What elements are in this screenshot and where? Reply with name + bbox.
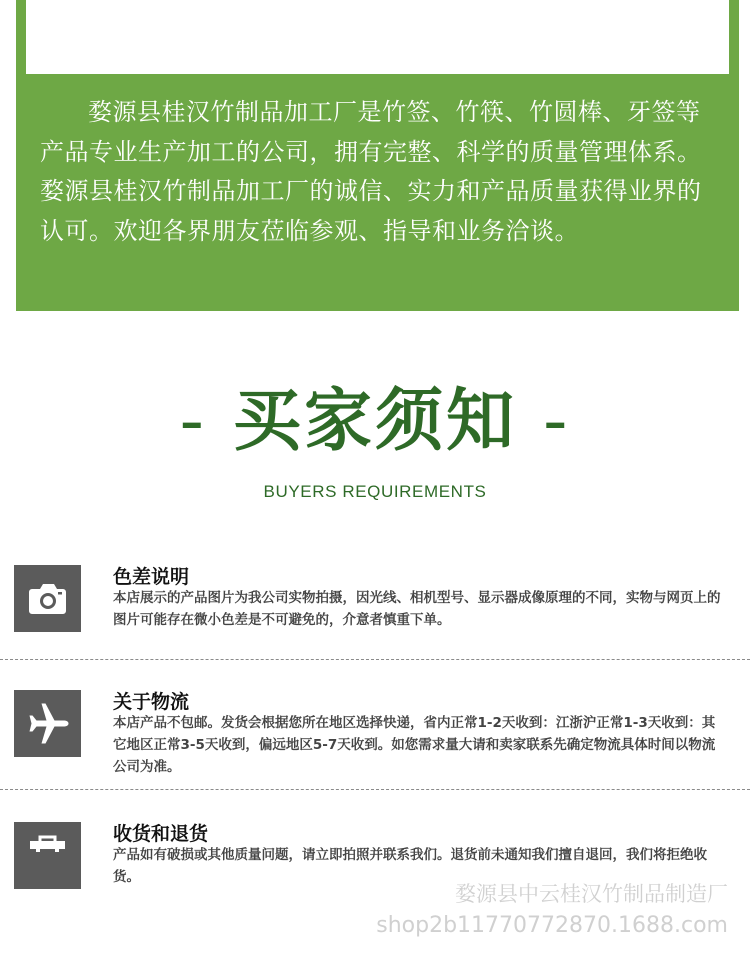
divider [0, 789, 750, 790]
image-placeholder [26, 0, 729, 74]
airplane-icon [14, 690, 81, 757]
heading-title: 买家须知 [232, 382, 517, 461]
watermark-url: shop2b11770772870.1688.com [376, 913, 728, 938]
heading-dash-right: - [543, 382, 571, 461]
briefcase-icon [14, 822, 81, 889]
section-heading [0, 382, 750, 462]
notice-body: 产品如有破损或其他质量问题，请立即拍照并联系我们。退货前未通知我们擅自退回，我们将拒绝收货。 [113, 847, 707, 885]
watermark-company: 婺源县中云桂汉竹制品制造厂 [455, 882, 728, 906]
intro-panel [16, 0, 739, 311]
heading-subtitle: BUYERS REQUIREMENTS [263, 482, 487, 501]
notice-body: 本店展示的产品图片为我公司实物拍摄，因光线、相机型号、显示器成像原理的不同，实物与网页上的图片可能存在微小色差是不可避免的，介意者慎重下单。 [113, 590, 721, 628]
notice-title: 关于物流 [113, 691, 190, 713]
notice-title: 色差说明 [113, 566, 190, 588]
notice-body: 本店产品不包邮。发货会根据您所在地区选择快递，省内正常1-2天收到：江浙沪正常1-3天收到：其它地区正常3-5天收到，偏远地区5-7天收到。如您需求量大请和卖家联系先确定物流具体时间以物流公司为准。 [113, 715, 716, 775]
intro-text: 婺源县桂汉竹制品加工厂是竹签、竹筷、竹圆棒、牙签等产品专业生产加工的公司，拥有完整、科学的质量管理体系。婺源县桂汉竹制品加工厂的诚信、实力和产品质量获得业界的认可。欢迎各界朋友莅临参观、指导和业务洽谈。 [40, 98, 702, 245]
camera-icon [14, 565, 81, 632]
notice-title: 收货和退货 [113, 823, 209, 845]
divider [0, 659, 750, 660]
heading-dash-left: - [179, 382, 207, 461]
